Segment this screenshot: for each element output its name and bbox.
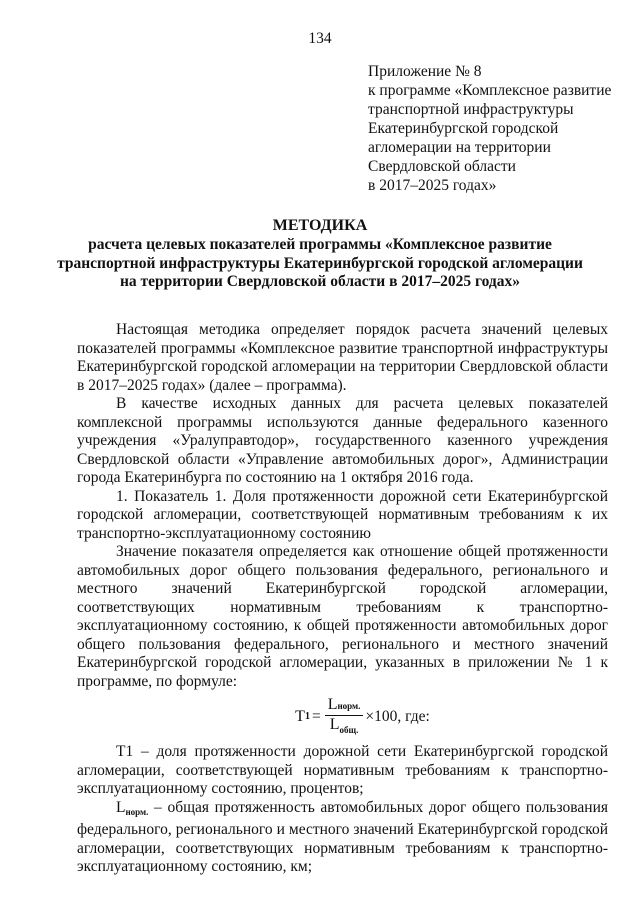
formula-lhs: T (295, 707, 305, 725)
appendix-line: к программе «Комплексное развитие (368, 82, 612, 99)
definition-l-text: – общая протяженность автомобильных дорог общего пользования федерального, регионального и местного значений Екатеринбургской городской агломерации, соответствующих нормативным требованиям к транспортно-эксплуатационному состоянию, км; (77, 798, 608, 875)
appendix-note (368, 62, 611, 195)
formula-equals: = (311, 707, 321, 725)
appendix-line: в 2017–2025 годах» (368, 177, 497, 194)
appendix-line: Екатеринбургской городской (368, 120, 559, 137)
definition-l-norm (77, 799, 608, 877)
formula-denominator: $L_{общ.}$ (329, 715, 359, 735)
formula-rest: ×100, где: (365, 707, 430, 725)
document-body (77, 321, 608, 877)
appendix-line: агломерации на территории (368, 139, 551, 156)
formula (117, 691, 608, 743)
subtitle-line: расчета целевых показателей программы «Комплексное развитие (88, 236, 552, 253)
paragraph: 1. Показатель 1. Доля протяженности дорожной сети Екатеринбургской городской агломерации, соответствующей нормативным требованиям к их транспортно-эксплуатационному состоянию (77, 487, 608, 542)
appendix-line: Свердловской области (368, 158, 516, 175)
definition-l-subscript: норм. (125, 806, 149, 817)
paragraph: Значение показателя определяется как отношение общей протяженности автомобильных дорог общего пользования федерального, регионального и местного значений Екатеринбургской городской агломерации, соответствующих нормативным требованиям к транспортно-эксплуатационному состоянию, к общей протяженности автомобильных дорог общего пользования федерального, регионального и местного значений Екатеринбургской городской агломерации, указанных в приложении № 1 к программе, по формуле: (77, 543, 608, 690)
appendix-line: транспортной инфраструктуры (368, 101, 574, 118)
document-title: МЕТОДИКА (272, 217, 368, 234)
formula-lhs-subscript: 1 (304, 710, 310, 722)
document-title-block (0, 216, 640, 292)
document-subtitle (0, 236, 640, 292)
denominator-subscript: общ. (339, 724, 359, 735)
appendix-line: Приложение № 8 (368, 63, 482, 80)
subtitle-line: на территории Свердловской области в 2017–2025 годах» (120, 273, 520, 290)
definition-l-symbol: L (116, 798, 126, 816)
subtitle-line: транспортной инфраструктуры Екатеринбургской городской агломерации (57, 254, 583, 272)
page-number: 134 (308, 30, 332, 47)
formula-numerator: Lнорм. (325, 696, 364, 716)
paragraph: Настоящая методика определяет порядок расчета значений целевых показателей программы «Комплексное развитие транспортной инфраструктуры Екатеринбургской городской агломерации на территории Свердловской области в 2017–2025 годах» (далее – программа). (77, 321, 608, 394)
formula-fraction (325, 696, 364, 739)
definition-t1: Т1 – доля протяженности дорожной сети Екатеринбургской городской агломерации, соответствующей нормативным требованиям к транспортно-эксплуатационному состоянию, процентов; (77, 743, 608, 797)
paragraph: В качестве исходных данных для расчета целевых показателей комплексной программы используются данные федерального казенного учреждения «Уралуправтодор», государственного казенного учреждения Свердловской области «Управление автомобильных дорог», Администрации города Екатеринбурга по состоянию на 1 октября 2016 года. (77, 395, 608, 486)
numerator-subscript: норм. (337, 700, 361, 711)
